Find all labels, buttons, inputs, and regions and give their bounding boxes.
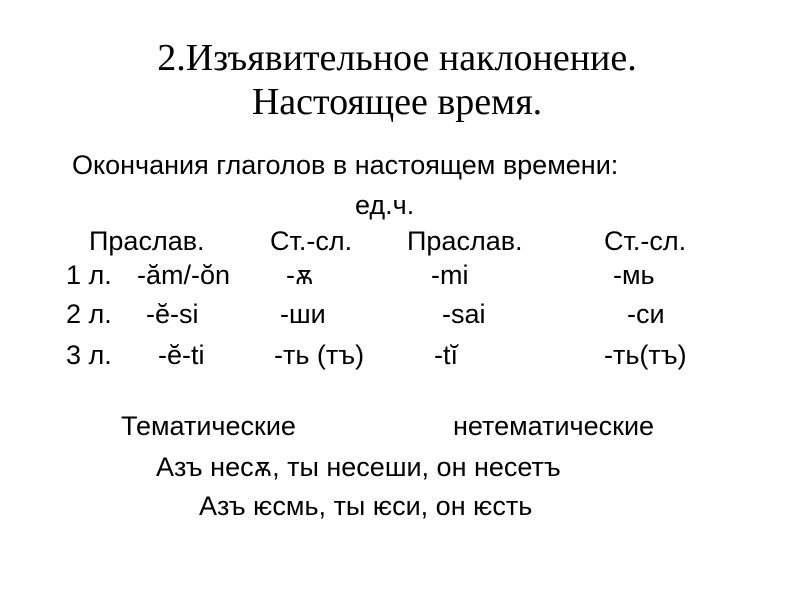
- row-3-old-slavonic-thematic: -ть (тъ): [274, 340, 365, 370]
- thematic-label: Тематические: [121, 411, 296, 441]
- row-1-old-slavonic-athematic: -мь: [613, 260, 655, 290]
- row-3-person: 3 л.: [66, 340, 112, 370]
- subtitle: Окончания глаголов в настоящем времени:: [72, 150, 619, 180]
- row-3-proto-slavic-athematic: -tĭ: [434, 340, 458, 370]
- row-1-proto-slavic-thematic: -ăm/-ŏn: [137, 260, 231, 290]
- row-2-old-slavonic-athematic: -си: [627, 299, 665, 329]
- row-2-person: 2 л.: [66, 299, 112, 329]
- row-2-old-slavonic-thematic: -ши: [280, 299, 326, 329]
- row-2-proto-slavic-athematic: -sai: [442, 299, 486, 329]
- number-label: ед.ч.: [355, 190, 415, 220]
- athematic-label: нетематические: [453, 411, 655, 441]
- row-1-old-slavonic-thematic: -ѫ: [286, 260, 314, 290]
- header-old-slavonic-2: Ст.-сл.: [604, 226, 687, 256]
- row-1-proto-slavic-athematic: -mi: [431, 260, 469, 290]
- row-2-proto-slavic-thematic: -ĕ-si: [146, 299, 199, 329]
- row-3-proto-slavic-thematic: -ĕ-ti: [158, 340, 205, 370]
- header-proto-slavic-1: Праслав.: [89, 226, 205, 256]
- header-old-slavonic-1: Ст.-сл.: [270, 226, 353, 256]
- row-1-person: 1 л.: [66, 260, 112, 290]
- slide-title-line-2: Настоящее время.: [251, 81, 543, 123]
- slide-title-line-1: 2.Изъявительное наклонение.: [157, 37, 637, 79]
- example-athematic: Азъ ѥсмь, ты ѥси, он ѥсть: [199, 491, 533, 521]
- row-3-old-slavonic-athematic: -ть(тъ): [604, 340, 687, 370]
- header-proto-slavic-2: Праслав.: [407, 226, 523, 256]
- example-thematic: Азъ несѫ, ты несеши, он несетъ: [156, 452, 561, 482]
